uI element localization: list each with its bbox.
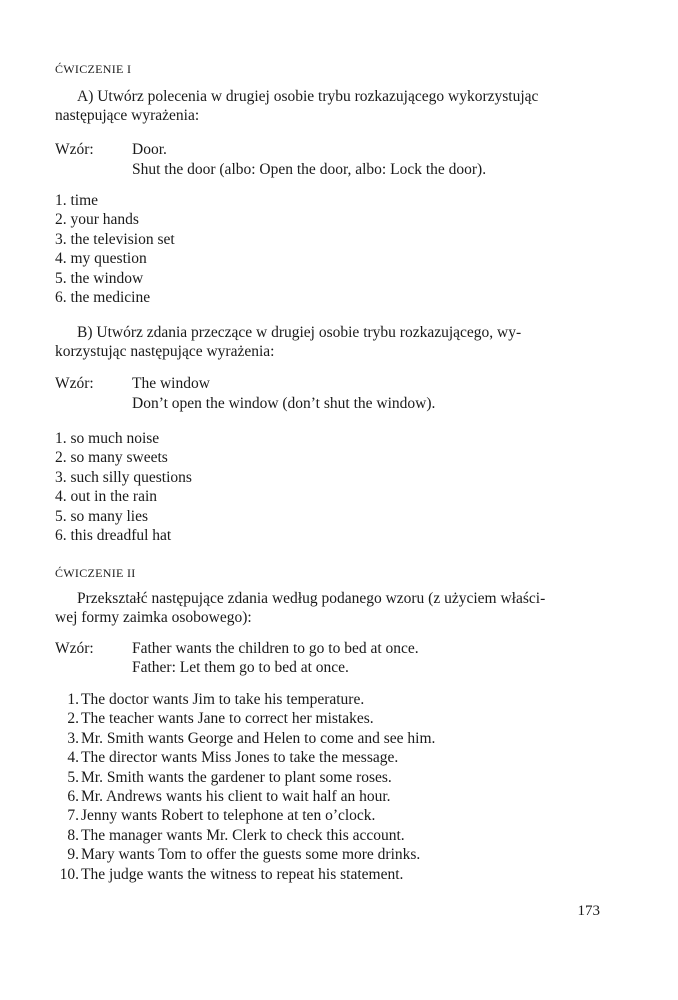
item-number: 2. (55, 211, 67, 229)
wzor-label: Wzór: (55, 141, 94, 158)
item-text: the medicine (70, 288, 151, 306)
list-item (55, 191, 175, 210)
list-item (55, 429, 192, 448)
list-item (53, 826, 435, 845)
item-text: Mr. Smith wants the gardener to plant some roses. (81, 768, 392, 786)
item-text: the television set (70, 230, 175, 248)
item-number: 2. (55, 449, 67, 467)
item-text: Jenny wants Robert to telephone at ten o’clock. (81, 807, 376, 825)
list-item (55, 269, 175, 288)
item-number: 4. (55, 250, 67, 268)
instruction-line: następujące wyrażenia: (55, 107, 200, 124)
item-text: The teacher wants Jane to correct her mistakes. (81, 710, 374, 728)
item-number: 6. (67, 787, 79, 805)
item-number: 3. (55, 468, 67, 486)
item-number: 3. (55, 230, 67, 248)
list-item (55, 448, 192, 467)
instruction-line: korzystując następujące wyrażenia: (55, 343, 275, 360)
item-text: this dreadful hat (70, 526, 172, 544)
wzor-example-line: Don’t open the window (don’t shut the window). (132, 395, 436, 412)
wzor-label: Wzór: (55, 375, 94, 392)
instruction-line: B) Utwórz zdania przeczące w drugiej osobie trybu rozkazującego, wy- (77, 324, 522, 341)
item-text: so many lies (70, 507, 148, 525)
item-number: 1. (55, 430, 67, 447)
item-text: so many sweets (70, 449, 168, 467)
exercise-2-instruction (55, 589, 600, 627)
page-number: 173 (577, 903, 600, 919)
item-text: your hands (70, 211, 139, 229)
item-number: 6. (55, 288, 67, 306)
wzor-example-line: The window (132, 375, 210, 392)
list-item (53, 806, 435, 825)
exercise-1a-list (55, 191, 175, 307)
exercise-1b-instruction (55, 323, 600, 361)
item-text: The judge wants the witness to repeat his statement. (81, 865, 404, 883)
instruction-line: wej formy zaimka osobowego): (55, 609, 252, 626)
list-item (53, 768, 435, 787)
list-item (55, 487, 192, 506)
item-number: 4. (67, 749, 79, 767)
list-item (55, 249, 175, 268)
exercise-1-heading: ĆWICZENIE I (55, 62, 132, 76)
item-text: The manager wants Mr. Clerk to check this account. (81, 826, 405, 844)
list-item (53, 787, 435, 806)
item-number: 1. (55, 192, 67, 209)
item-text: time (70, 192, 99, 209)
list-item (55, 507, 192, 526)
item-number: 9. (67, 846, 79, 864)
item-number: 3. (67, 729, 79, 747)
list-item (55, 468, 192, 487)
item-number: 7. (67, 807, 79, 825)
wzor-example-line: Father wants the children to go to bed at once. (132, 640, 419, 657)
item-text: so much noise (70, 430, 160, 447)
list-item (55, 526, 192, 545)
item-number: 1. (67, 691, 79, 708)
item-text: out in the rain (70, 488, 158, 506)
list-item (53, 865, 435, 884)
exercise-1a-instruction (55, 87, 600, 125)
item-number: 5. (55, 269, 67, 287)
item-text: such silly questions (70, 468, 192, 486)
item-number: 2. (67, 710, 79, 728)
item-number: 6. (55, 526, 67, 544)
item-number: 8. (67, 826, 79, 844)
item-text: the window (70, 269, 144, 287)
item-number: 5. (55, 507, 67, 525)
item-text: The director wants Miss Jones to take the message. (81, 749, 399, 767)
wzor-example-line: Shut the door (albo: Open the door, albo: Lock the door). (132, 161, 487, 178)
item-number: 4. (55, 488, 67, 506)
wzor-label: Wzór: (55, 640, 94, 657)
item-text: Mary wants Tom to offer the guests some more drinks. (81, 846, 421, 864)
exercise-1b-list (55, 429, 192, 545)
wzor-example-line: Father: Let them go to bed at once. (132, 659, 349, 676)
list-item (55, 288, 175, 307)
instruction-line: A) Utwórz polecenia w drugiej osobie trybu rozkazującego wykorzystując (77, 88, 539, 105)
exercise-2-heading: ĆWICZENIE II (55, 566, 136, 580)
list-item (53, 845, 435, 864)
list-item (53, 729, 435, 748)
wzor-example-line: Door. (132, 141, 167, 158)
list-item (55, 210, 175, 229)
item-text: Mr. Andrews wants his client to wait half an hour. (81, 787, 391, 805)
item-text: Mr. Smith wants George and Helen to come and see him. (81, 729, 436, 747)
list-item (53, 690, 435, 709)
item-text: The doctor wants Jim to take his temperature. (81, 691, 365, 708)
item-number: 10. (59, 865, 79, 883)
list-item (53, 748, 435, 767)
exercise-2-list (53, 690, 435, 884)
list-item (55, 230, 175, 249)
list-item (53, 709, 435, 728)
item-number: 5. (67, 768, 79, 786)
book-page (55, 0, 600, 1000)
item-text: my question (70, 250, 147, 268)
instruction-line: Przekształć następujące zdania według podanego wzoru (z użyciem właści- (77, 590, 546, 607)
